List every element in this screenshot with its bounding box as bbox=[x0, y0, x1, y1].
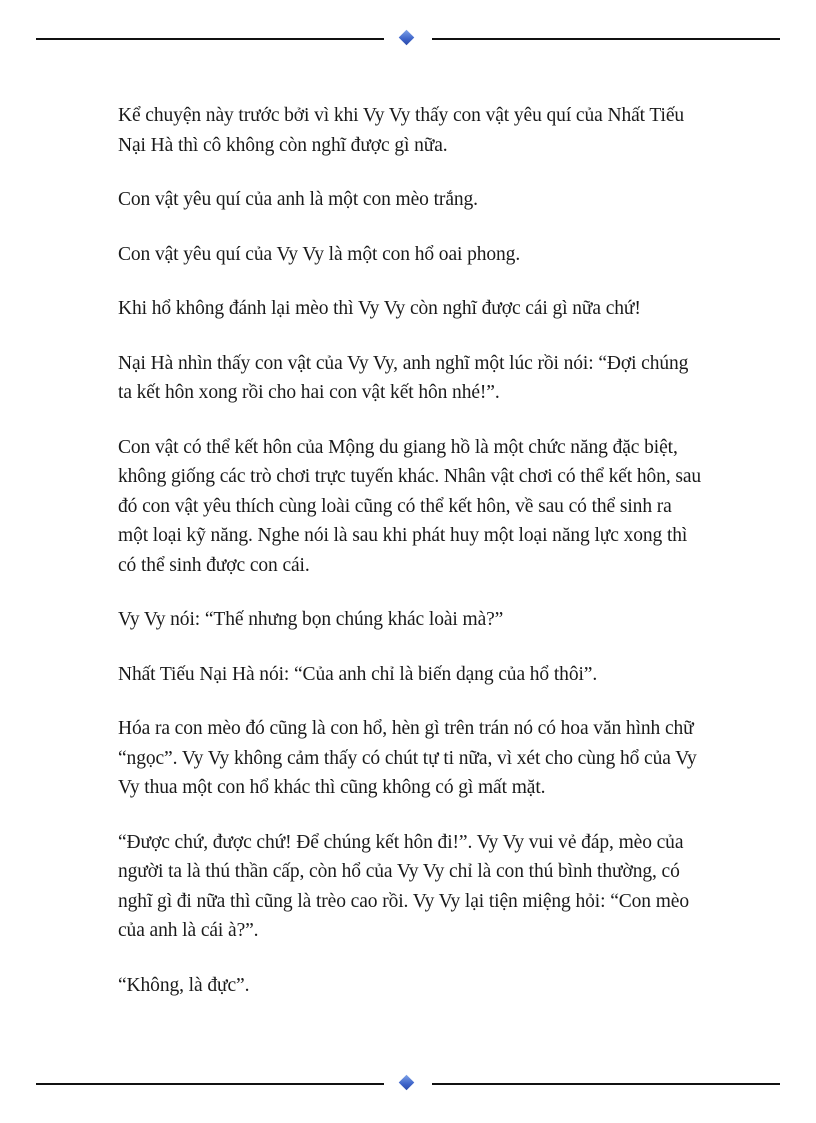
paragraph: “Được chứ, được chứ! Để chúng kết hôn đi!”. Vy Vy vui vẻ đáp, mèo của người ta là thú thần cấp, còn hổ của Vy Vy chỉ là con thú bình thường, có nghĩ gì đi nữa thì cũng là trèo cao rồi. Vy Vy lại tiện miệng hỏi: “Con mèo của anh là cái à?”. bbox=[118, 831, 690, 941]
paragraph: Hóa ra con mèo đó cũng là con hổ, hèn gì trên trán nó có hoa văn hình chữ “ngọc”. Vy Vy không cảm thấy có chút tự ti nữa, vì xét cho cùng hổ của Vy Vy thua một con hổ khác thì cũng không có gì mất mặt. bbox=[118, 718, 697, 798]
paragraph: Vy Vy nói: “Thế nhưng bọn chúng khác loài mà?” bbox=[118, 609, 504, 630]
paragraph: Khi hổ không đánh lại mèo thì Vy Vy còn nghĩ được cái gì nữa chứ! bbox=[118, 298, 641, 319]
paragraph: “Không, là đực”. bbox=[118, 974, 250, 996]
top-divider-line-left bbox=[36, 38, 384, 40]
paragraph: Con vật yêu quí của Vy Vy là một con hổ oai phong. bbox=[118, 243, 521, 265]
paragraph: Nại Hà nhìn thấy con vật của Vy Vy, anh nghĩ một lúc rồi nói: “Đợi chúng ta kết hôn xong rồi cho hai con vật kết hôn nhé!”. bbox=[118, 352, 689, 403]
paragraph: Nhất Tiếu Nại Hà nói: “Của anh chỉ là biến dạng của hổ thôi”. bbox=[118, 663, 598, 685]
paragraph: Kể chuyện này trước bởi vì khi Vy Vy thấy con vật yêu quí của Nhất Tiếu Nại Hà thì cô không còn nghĩ được gì nữa. bbox=[118, 105, 685, 156]
top-divider-line-right bbox=[432, 38, 780, 40]
diamond-ornament-icon bbox=[399, 1075, 415, 1091]
bottom-divider bbox=[0, 1074, 816, 1094]
bottom-divider-line-right bbox=[432, 1083, 780, 1085]
paragraph: Con vật yêu quí của anh là một con mèo trắng. bbox=[118, 189, 478, 210]
diamond-ornament-icon bbox=[399, 30, 415, 46]
paragraph: Con vật có thể kết hôn của Mộng du giang hồ là một chức năng đặc biệt, không giống các trò chơi trực tuyến khác. Nhân vật chơi có thể kết hôn, sau đó con vật yêu thích cùng loài cũng có thể kết hôn, về sau có thể sinh ra một loại kỹ năng. Nghe nói là sau khi phát huy một loại năng lực xong thì có thể sinh được con cái. bbox=[118, 436, 702, 576]
bottom-divider-line-left bbox=[36, 1083, 384, 1085]
page-body bbox=[118, 101, 703, 1025]
top-divider bbox=[0, 29, 816, 49]
